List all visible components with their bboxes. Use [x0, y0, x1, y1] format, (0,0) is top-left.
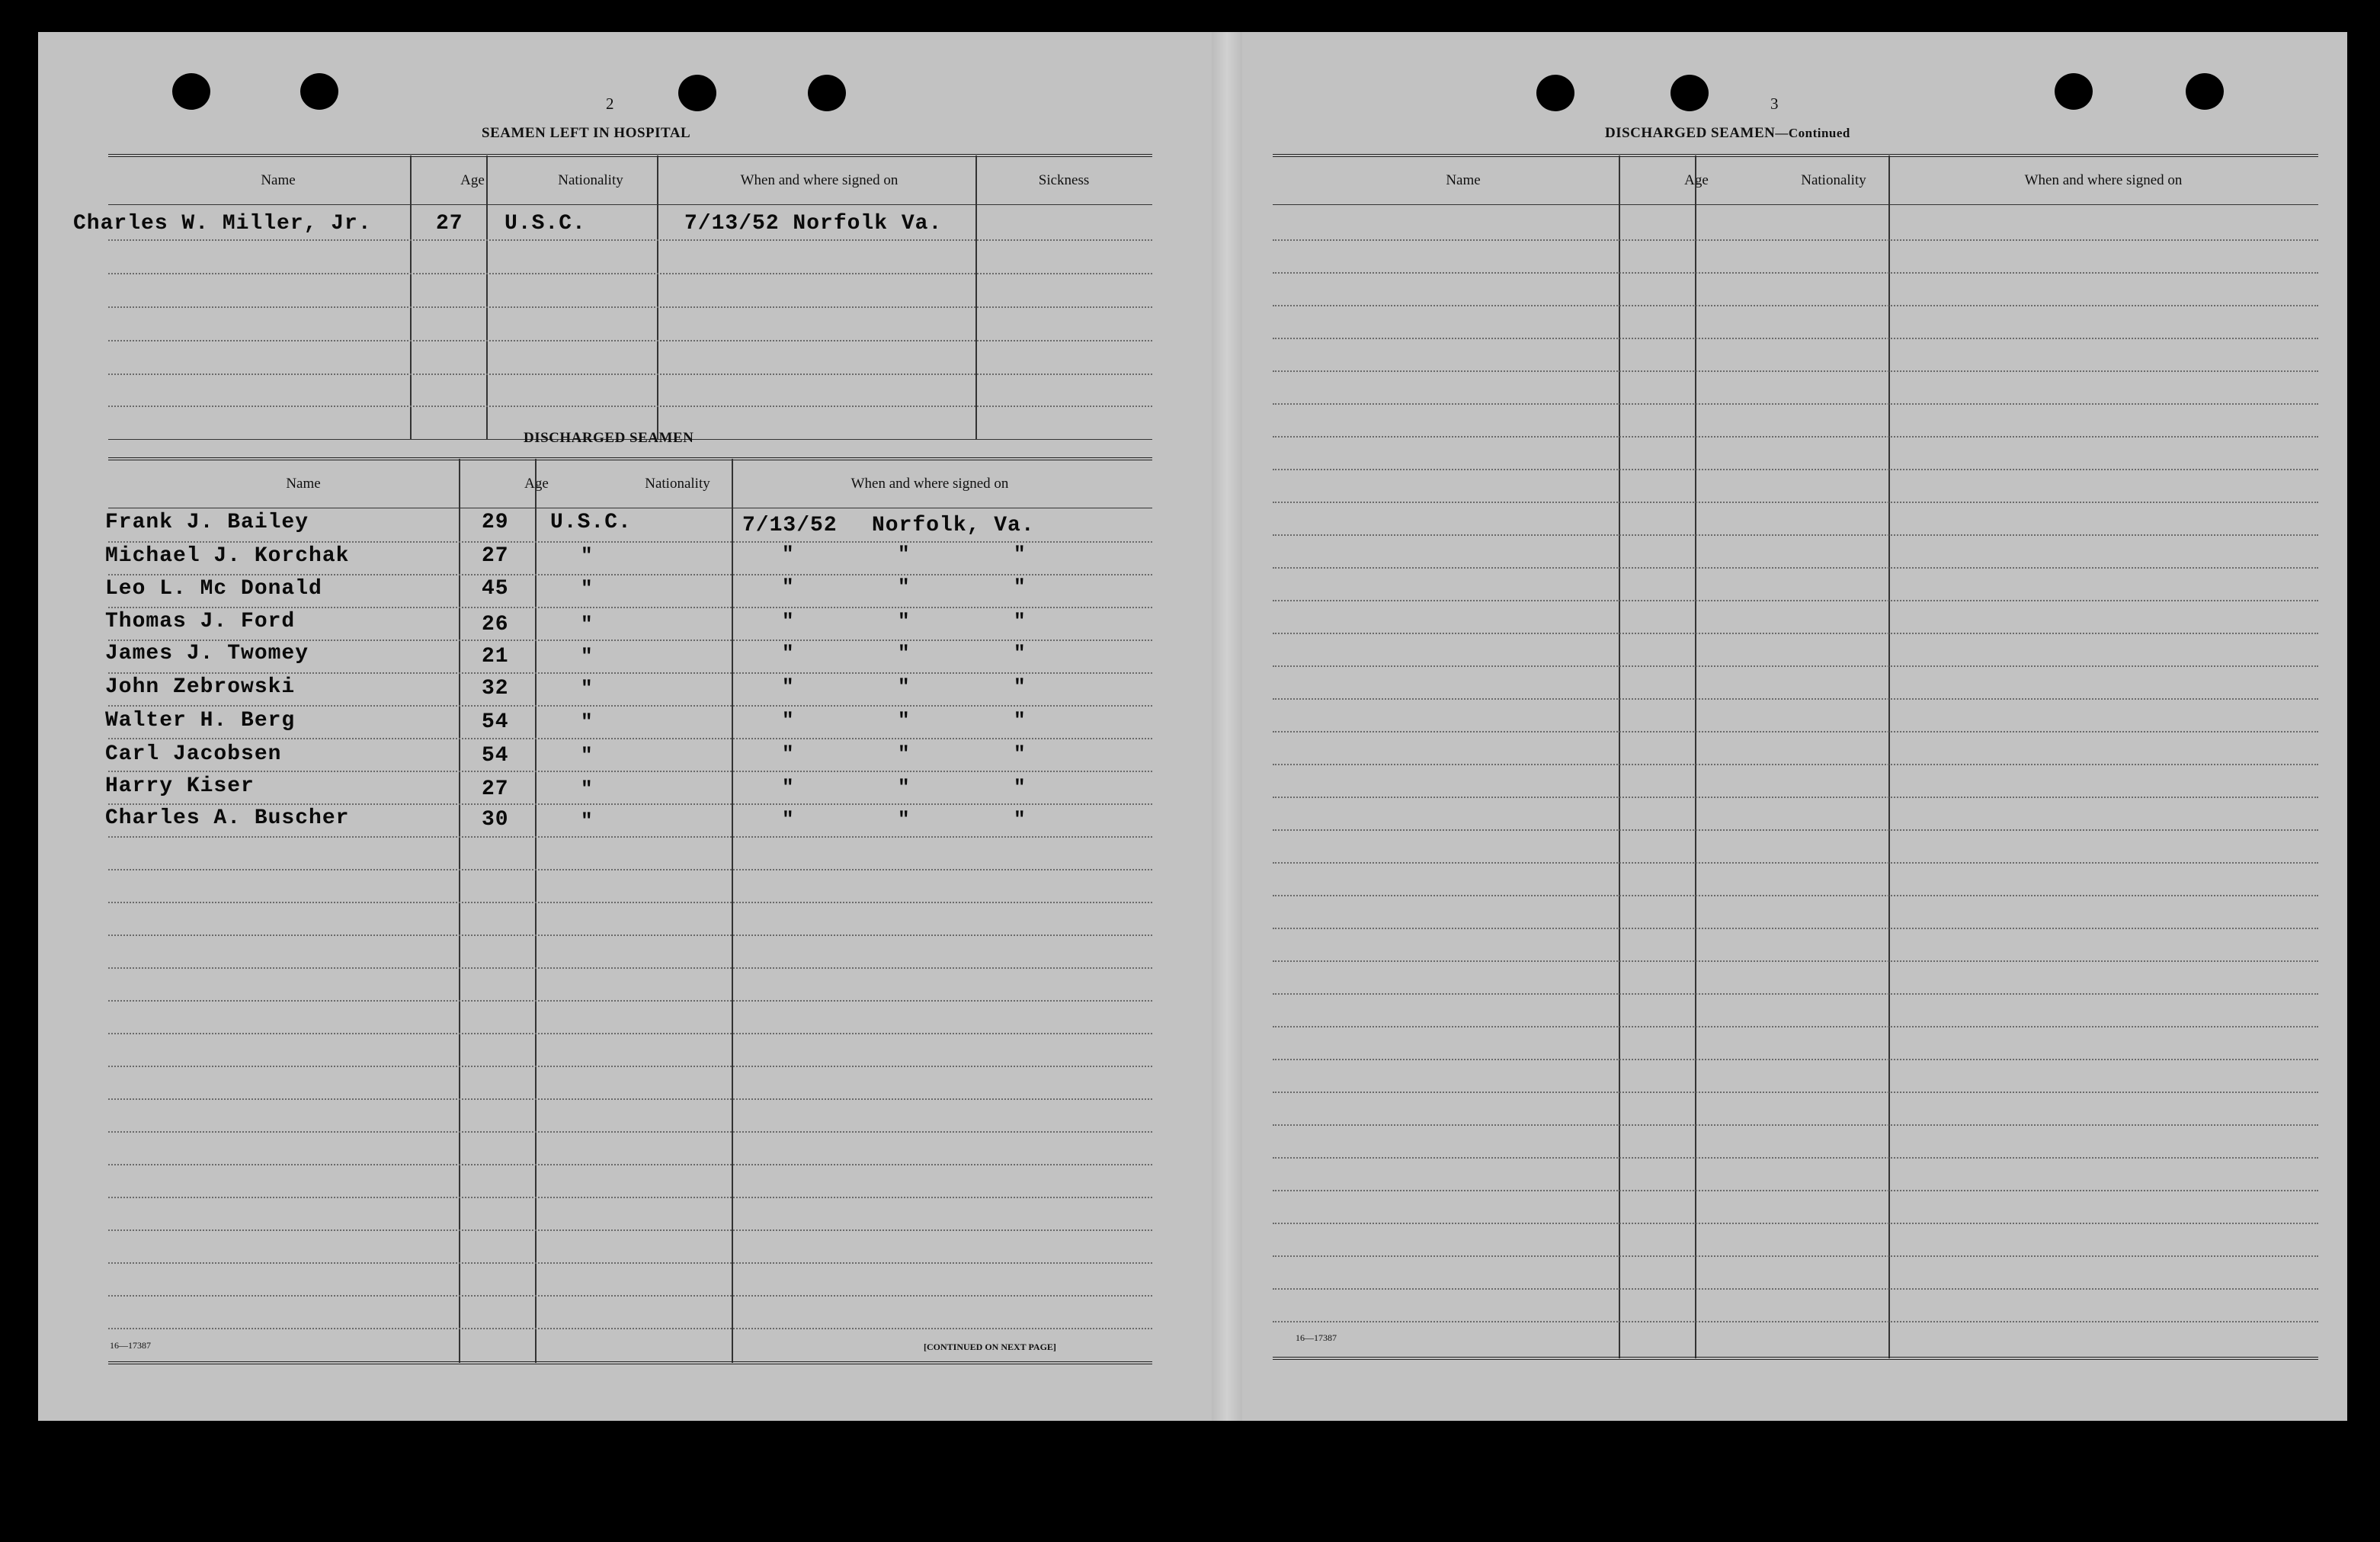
ditto-mark: " [1014, 543, 1026, 566]
row-line [108, 1131, 1152, 1133]
row-line [1273, 1124, 2318, 1126]
ditto-mark: " [782, 709, 794, 732]
punch-hole [300, 73, 338, 110]
row-line [108, 803, 1152, 805]
col-divider [1695, 155, 1696, 1358]
punch-hole [2186, 73, 2224, 110]
row-line [108, 1098, 1152, 1100]
hospital-section-title: SEAMEN LEFT IN HOSPITAL [482, 125, 691, 141]
row-line [1273, 960, 2318, 962]
col-divider [732, 459, 733, 1363]
row-line [1273, 534, 2318, 536]
row-line [1273, 305, 2318, 306]
discharged-place: Norfolk, Va. [872, 514, 1035, 537]
ditto-mark: " [581, 710, 593, 733]
discharged-age: 21 [482, 645, 509, 668]
row-line [108, 672, 1152, 674]
discharged-name: Walter H. Berg [105, 709, 296, 733]
rule [1273, 154, 2318, 159]
row-line [1273, 862, 2318, 864]
row-line [108, 1328, 1152, 1329]
ditto-mark: " [581, 544, 593, 567]
row-line [1273, 600, 2318, 601]
col-head-name: Name [261, 172, 296, 188]
page-fold [1212, 32, 1242, 1421]
rule [108, 457, 1152, 462]
ditto-mark: " [782, 808, 794, 831]
ditto-mark: " [898, 742, 910, 765]
ditto-mark: " [782, 543, 794, 566]
discharged-age: 54 [482, 744, 509, 768]
row-line [108, 934, 1152, 936]
row-line [108, 967, 1152, 969]
row-line [1273, 895, 2318, 896]
right-section-title [1605, 125, 1850, 142]
row-line [1273, 797, 2318, 798]
ditto-mark: " [1014, 610, 1026, 633]
hospital-age: 27 [436, 212, 463, 236]
row-line [108, 273, 1152, 274]
punch-hole [808, 75, 846, 111]
ditto-mark: " [581, 677, 593, 700]
row-line [108, 640, 1152, 641]
punch-hole [2055, 73, 2093, 110]
rule [108, 1361, 1152, 1366]
continued-note: [CONTINUED ON NEXT PAGE] [924, 1342, 1056, 1352]
row-line [1273, 764, 2318, 765]
ditto-mark: " [1014, 742, 1026, 765]
row-line [108, 1000, 1152, 1002]
col-head-signed-on: When and where signed on [850, 476, 1009, 492]
right-title-main: DISCHARGED SEAMEN [1605, 125, 1776, 141]
ditto-mark: " [581, 613, 593, 636]
ditto-mark: " [782, 742, 794, 765]
col-head-sickness: Sickness [1038, 172, 1090, 188]
ditto-mark: " [581, 577, 593, 600]
discharged-age: 54 [482, 710, 509, 734]
rule [108, 154, 1152, 159]
row-line [108, 738, 1152, 739]
page-number-left: 2 [606, 95, 614, 113]
form-code-left: 16—17387 [110, 1340, 151, 1351]
ditto-mark: " [581, 777, 593, 800]
col-divider [975, 155, 977, 439]
discharged-name: John Zebrowski [105, 675, 296, 699]
row-line [108, 1262, 1152, 1264]
col-head-nationality: Nationality [645, 476, 710, 492]
ditto-mark: " [581, 809, 593, 832]
row-line [1273, 567, 2318, 569]
row-line [1273, 403, 2318, 405]
row-line [1273, 665, 2318, 667]
form-sheet [38, 32, 2347, 1421]
row-line [1273, 731, 2318, 733]
ditto-mark: " [898, 675, 910, 698]
ditto-mark: " [1014, 675, 1026, 698]
discharged-age: 45 [482, 577, 509, 601]
rule [1273, 204, 2318, 205]
col-divider [657, 155, 658, 439]
punch-hole [1670, 75, 1709, 111]
col-head-signed-on: When and where signed on [740, 172, 899, 188]
row-line [1273, 436, 2318, 438]
discharged-age: 32 [482, 677, 509, 700]
ditto-mark: " [782, 675, 794, 698]
row-line [108, 902, 1152, 903]
rule [1273, 1357, 2318, 1361]
row-line [108, 373, 1152, 375]
right-title-suffix: —Continued [1775, 126, 1850, 140]
row-line [1273, 338, 2318, 339]
col-head-age: Age [460, 172, 485, 188]
discharged-age: 27 [482, 544, 509, 568]
ditto-mark: " [898, 610, 910, 633]
ditto-mark: " [782, 575, 794, 598]
discharged-name: Frank J. Bailey [105, 511, 309, 534]
row-line [1273, 1321, 2318, 1322]
col-divider [1619, 155, 1620, 1358]
punch-hole [172, 73, 210, 110]
row-line [1273, 469, 2318, 470]
row-line [1273, 993, 2318, 995]
discharged-name: Harry Kiser [105, 774, 255, 798]
col-head-age: Age [1684, 172, 1709, 188]
row-line [108, 869, 1152, 870]
row-line [108, 771, 1152, 772]
discharged-name: Thomas J. Ford [105, 610, 296, 633]
row-line [108, 705, 1152, 707]
row-line [1273, 1223, 2318, 1224]
row-line [108, 1066, 1152, 1067]
col-divider [459, 459, 460, 1363]
row-line [108, 1033, 1152, 1034]
row-line [108, 836, 1152, 838]
col-head-name: Name [286, 476, 321, 492]
row-line [108, 239, 1152, 241]
row-line [1273, 633, 2318, 634]
ditto-mark: " [1014, 808, 1026, 831]
ditto-mark: " [581, 744, 593, 767]
row-line [1273, 829, 2318, 831]
discharged-name: Carl Jacobsen [105, 742, 282, 766]
row-line [1273, 1288, 2318, 1290]
row-line [108, 1164, 1152, 1165]
col-head-age: Age [524, 476, 549, 492]
ditto-mark: " [782, 642, 794, 665]
row-line [108, 340, 1152, 341]
discharged-age: 26 [482, 613, 509, 636]
row-line [1273, 928, 2318, 929]
form-code-right: 16—17387 [1296, 1332, 1337, 1343]
row-line [1273, 370, 2318, 372]
row-line [108, 1197, 1152, 1198]
rule [108, 204, 1152, 205]
row-line [1273, 1157, 2318, 1159]
row-line [108, 541, 1152, 543]
row-line [1273, 1190, 2318, 1191]
row-line [108, 1229, 1152, 1231]
punch-hole [678, 75, 716, 111]
discharged-date: 7/13/52 [742, 514, 838, 537]
discharged-name: James J. Twomey [105, 642, 309, 665]
ditto-mark: " [782, 776, 794, 799]
ditto-mark: " [898, 575, 910, 598]
discharged-age: 30 [482, 808, 509, 832]
row-line [1273, 272, 2318, 274]
row-line [1273, 1092, 2318, 1093]
col-head-nationality: Nationality [558, 172, 623, 188]
col-divider [410, 155, 412, 439]
ditto-mark: " [1014, 709, 1026, 732]
row-line [1273, 239, 2318, 241]
row-line [108, 406, 1152, 407]
col-head-signed-on: When and where signed on [2024, 172, 2183, 188]
col-divider [1888, 155, 1890, 1358]
hospital-nationality: U.S.C. [505, 212, 586, 236]
row-line [108, 607, 1152, 608]
row-line [1273, 698, 2318, 700]
ditto-mark: " [782, 610, 794, 633]
col-divider [535, 459, 537, 1363]
punch-hole [1536, 75, 1574, 111]
ditto-mark: " [581, 645, 593, 668]
ditto-mark: " [1014, 575, 1026, 598]
ditto-mark: " [898, 776, 910, 799]
row-line [108, 306, 1152, 308]
page-number-right: 3 [1770, 95, 1779, 113]
ditto-mark: " [898, 642, 910, 665]
row-line [108, 1295, 1152, 1297]
row-line [1273, 1255, 2318, 1257]
ditto-mark: " [898, 709, 910, 732]
row-line [1273, 502, 2318, 503]
discharged-nationality: U.S.C. [550, 511, 632, 534]
col-head-nationality: Nationality [1801, 172, 1866, 188]
ditto-mark: " [1014, 642, 1026, 665]
ditto-mark: " [898, 808, 910, 831]
discharged-age: 27 [482, 777, 509, 801]
discharged-name: Charles A. Buscher [105, 806, 350, 830]
ditto-mark: " [1014, 776, 1026, 799]
hospital-signed-on: 7/13/52 Norfolk Va. [684, 212, 943, 236]
discharged-name: Leo L. Mc Donald [105, 577, 322, 601]
discharged-age: 29 [482, 511, 509, 534]
hospital-name: Charles W. Miller, Jr. [73, 212, 372, 236]
row-line [1273, 1059, 2318, 1060]
discharged-name: Michael J. Korchak [105, 544, 350, 568]
row-line [1273, 1026, 2318, 1027]
discharged-section-title: DISCHARGED SEAMEN [524, 430, 694, 446]
col-divider [486, 155, 488, 439]
row-line [108, 574, 1152, 575]
col-head-name: Name [1446, 172, 1481, 188]
ditto-mark: " [898, 543, 910, 566]
